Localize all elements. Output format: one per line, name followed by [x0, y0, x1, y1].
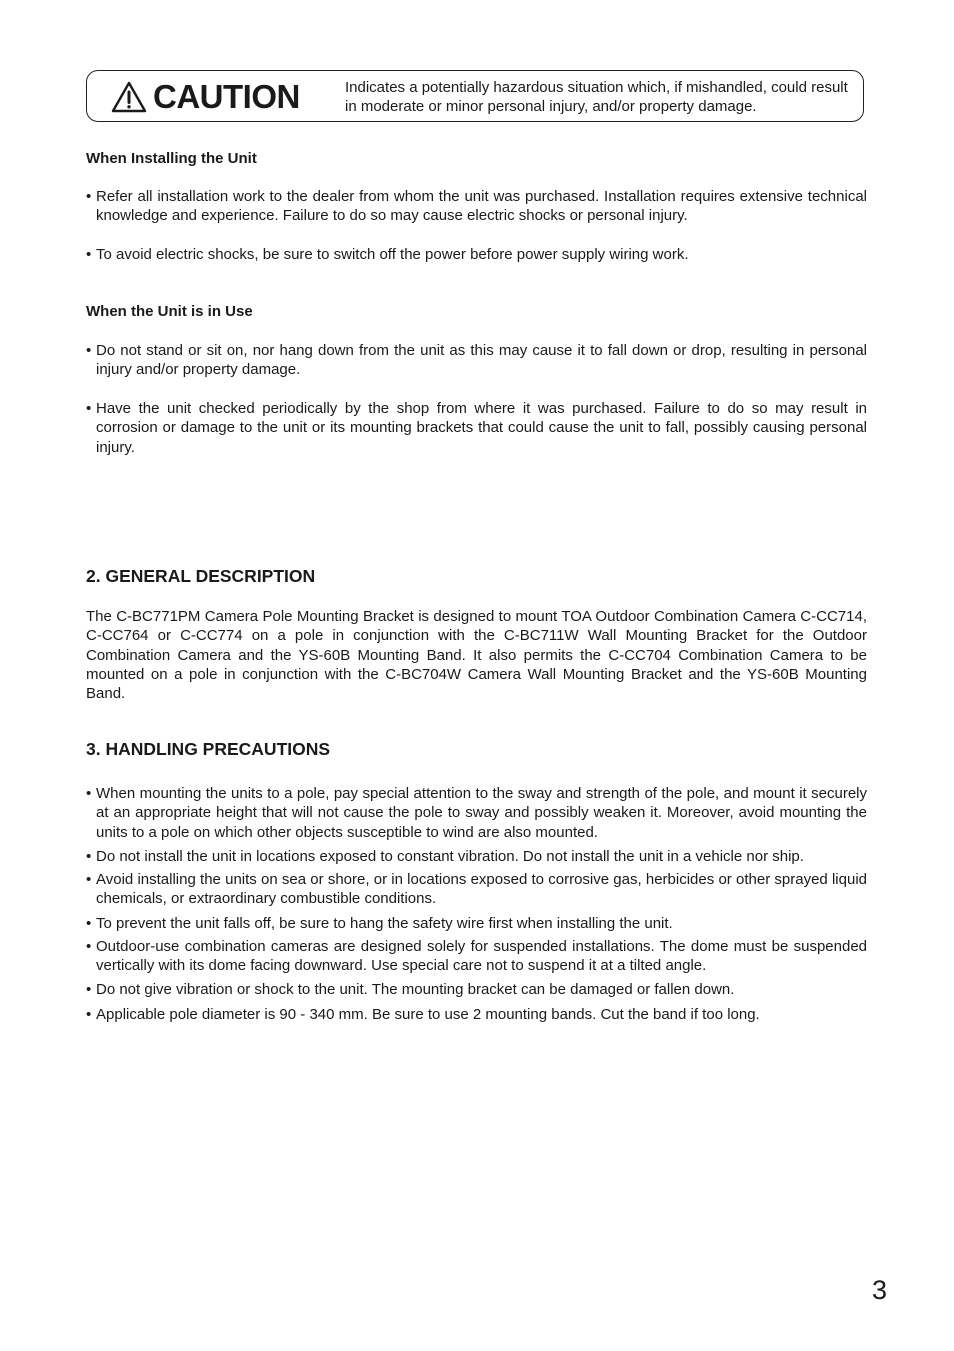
list-item-text: Avoid installing the units on sea or shore, or in locations exposed to corrosive gas, herbicides or other sprayed liquid chemicals, or extraordinary combustible conditions.	[96, 871, 867, 908]
caution-title	[111, 79, 300, 115]
bullet: •	[86, 400, 92, 417]
list-item-text: Do not give vibration or shock to the unit. The mounting bracket can be damaged or fallen down.	[96, 981, 735, 998]
caution-description: Indicates a potentially hazardous situation which, if mishandled, could result in moderate or minor personal injury, and/or property damage.	[345, 79, 848, 115]
bullet: •	[86, 915, 92, 932]
general-description-text: The C-BC771PM Camera Pole Mounting Bracket is designed to mount TOA Outdoor Combination Camera C-CC714, C-CC764 or C-CC774 on a pole in conjunction with the C-BC711W Wall Mounting Bracket for the Outdoor Combination Camera and the YS-60B Mounting Band. It also permits the C-CC704 Combination Camera to be mounted on a pole in conjunction with the C-BC704W Camera Wall Mounting Bracket and the YS-60B Mounting Band.	[86, 608, 867, 703]
list-item-text: Outdoor-use combination cameras are designed solely for suspended installations. The dome must be suspended vertically with its dome facing downward. Use special care not to suspend it at a tilted angle.	[96, 938, 867, 975]
list-item	[86, 1005, 867, 1024]
bullet: •	[86, 785, 92, 802]
warning-triangle-icon	[111, 81, 147, 113]
page-number: 3	[872, 1275, 888, 1305]
bullet: •	[86, 342, 92, 359]
list-item	[86, 870, 867, 909]
list-item	[86, 937, 867, 976]
list-item-text: When mounting the units to a pole, pay special attention to the sway and strength of the pole, and mount it securely at an appropriate height that will not cause the pole to sway and possibly weaken it. Moreover, avoid mounting the units to a pole on which other objects susceptible to wind are also mounted.	[96, 785, 867, 841]
list-item	[86, 187, 867, 226]
bullet: •	[86, 246, 92, 263]
bullet: •	[86, 188, 92, 205]
bullet: •	[86, 848, 92, 865]
list-item	[86, 784, 867, 842]
list-item-text: Do not install the unit in locations exposed to constant vibration. Do not install the unit in a vehicle nor ship.	[96, 848, 804, 865]
list-item-text: To avoid electric shocks, be sure to switch off the power before power supply wiring work.	[96, 246, 689, 263]
caution-box	[86, 70, 864, 122]
list-item	[86, 341, 867, 380]
bullet: •	[86, 1006, 92, 1023]
bullet: •	[86, 938, 92, 955]
bullet: •	[86, 981, 92, 998]
list-item	[86, 980, 867, 999]
list-item	[86, 847, 867, 866]
list-item	[86, 914, 867, 933]
list-item	[86, 399, 867, 457]
bullet: •	[86, 871, 92, 888]
caution-heading: CAUTION	[153, 78, 300, 115]
section-heading-general: 2. GENERAL DESCRIPTION	[86, 566, 316, 586]
in-use-heading: When the Unit is in Use	[86, 303, 253, 320]
list-item-text: To prevent the unit falls off, be sure to hang the safety wire first when installing the unit.	[96, 915, 673, 932]
installing-heading: When Installing the Unit	[86, 150, 257, 167]
list-item-text: Refer all installation work to the dealer from whom the unit was purchased. Installation requires extensive technical knowledge and experience. Failure to do so may cause electric shocks or personal injury.	[96, 188, 867, 225]
section-heading-handling: 3. HANDLING PRECAUTIONS	[86, 739, 331, 759]
list-item-text: Applicable pole diameter is 90 - 340 mm. Be sure to use 2 mounting bands. Cut the band if too long.	[96, 1006, 760, 1023]
list-item-text: Have the unit checked periodically by the shop from where it was purchased. Failure to do so may result in corrosion or damage to the unit or its mounting brackets that could cause the unit to fall, possibly causing personal injury.	[96, 400, 867, 456]
list-item	[86, 245, 867, 264]
list-item-text: Do not stand or sit on, nor hang down from the unit as this may cause it to fall down or drop, resulting in personal injury and/or property damage.	[96, 342, 867, 379]
